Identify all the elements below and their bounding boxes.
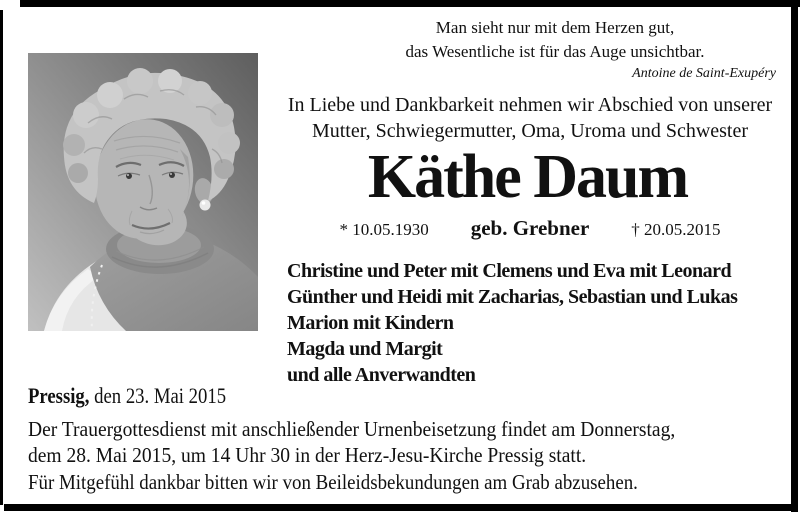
- birth-date: * 10.05.1930: [339, 220, 429, 239]
- intro-line-1: In Liebe und Dankbarkeit nehmen wir Abschied von unserer: [287, 94, 773, 116]
- scan-border-left: [0, 10, 3, 505]
- life-dates-row: [270, 217, 790, 241]
- deceased-name: Käthe Daum: [367, 143, 688, 211]
- quote-line-1: Man sieht nur mit dem Herzen gut,: [435, 18, 675, 37]
- family-line: Marion mit Kindern: [287, 312, 454, 334]
- service-line-2: dem 28. Mai 2015, um 14 Uhr 30 in der Herz-Jesu-Kirche Pressig statt.: [28, 443, 587, 467]
- quote-line-2: das Wesentliche ist für das Auge unsichtbar.: [405, 42, 705, 61]
- service-details: [28, 416, 675, 468]
- quote-block: [330, 16, 780, 84]
- scan-border-right: [791, 0, 798, 512]
- death-date: † 20.05.2015: [631, 220, 721, 239]
- place-name: Pressig,: [28, 383, 90, 408]
- family-line: Magda und Margit: [287, 338, 443, 360]
- family-line: Christine und Peter mit Clemens und Eva mit Leonard: [287, 260, 732, 282]
- notice-date: den 23. Mai 2015: [89, 383, 227, 408]
- family-list: [287, 258, 737, 388]
- scan-border-bottom: [4, 504, 794, 511]
- intro-line-2: Mutter, Schwiegermutter, Oma, Uroma und Schwester: [311, 120, 749, 142]
- family-line: und alle Anverwandten: [287, 364, 476, 386]
- maiden-name: geb. Grebner: [470, 216, 590, 240]
- place-date-line: [28, 383, 226, 409]
- condolence-request: Für Mitgefühl dankbar bitten wir von Beileidsbekundungen am Grab abzusehen.: [28, 470, 638, 494]
- scan-border-top: [20, 0, 800, 7]
- service-line-1: Der Trauergottesdienst mit anschließender Urnenbeisetzung findet am Donnerstag,: [28, 417, 676, 441]
- portrait-photo: [28, 53, 258, 331]
- quote-attribution: Antoine de Saint-Exupéry: [632, 66, 776, 81]
- farewell-intro: [265, 92, 795, 144]
- portrait-photo-graphic: [28, 53, 258, 331]
- family-line: Günther und Heidi mit Zacharias, Sebastian und Lukas: [287, 286, 738, 308]
